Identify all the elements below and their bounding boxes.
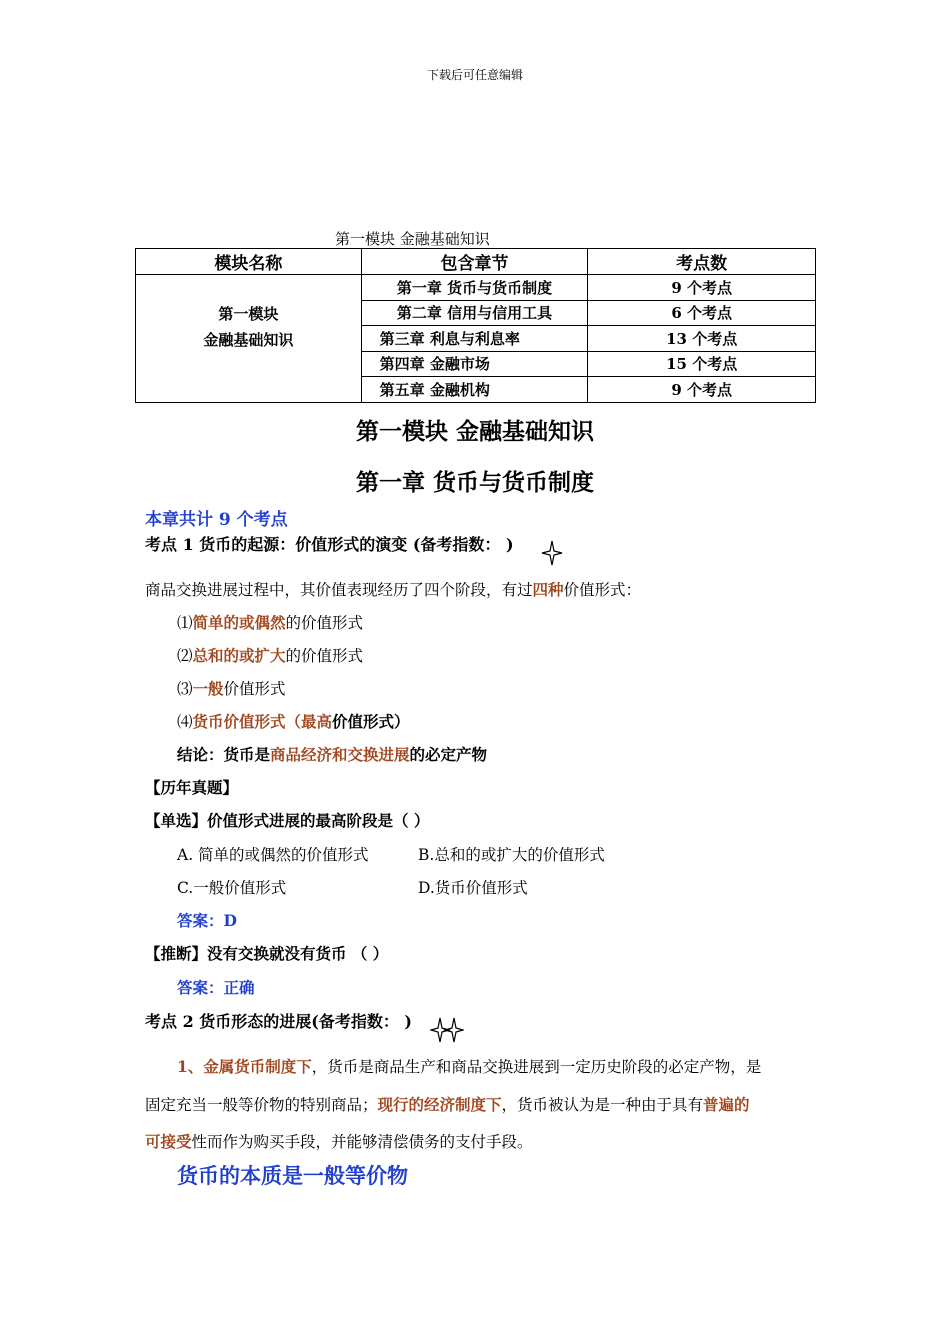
paragraph-text: 性而作为购买手段，并能够清偿债务的支付手段。 bbox=[191, 1133, 533, 1151]
chapter-cell: 第三章 利息与利息率 bbox=[361, 326, 588, 352]
item-number: ⑵ bbox=[177, 647, 193, 665]
option-b: B.总和的或扩大的价值形式 bbox=[418, 846, 605, 864]
header-module-name: 模块名称 bbox=[136, 249, 362, 275]
highlight-acceptable: 可接受 bbox=[145, 1132, 192, 1151]
conclusion-highlight: 商品经济和交换进展 bbox=[270, 745, 410, 764]
highlight-metal-currency: 1、金属货币制度下 bbox=[177, 1057, 312, 1076]
points-cell: 6 个考点 bbox=[588, 300, 816, 326]
highlight-universal: 普遍的 bbox=[703, 1095, 750, 1114]
question-single-choice: 【单选】价值形式进展的最高阶段是（ ） bbox=[145, 811, 430, 830]
module-name-cell bbox=[136, 275, 362, 403]
option-a: A. 简单的或偶然的价值形式 bbox=[177, 846, 369, 864]
currency-essence: 货币的本质是一般等价物 bbox=[177, 1163, 408, 1188]
item-text: 价值形式） bbox=[332, 712, 410, 731]
list-item bbox=[177, 677, 286, 699]
exam-heading: 【历年真题】 bbox=[145, 778, 239, 797]
module-name-line1: 第一模块 bbox=[218, 305, 279, 324]
four-point-star-icon bbox=[541, 540, 563, 566]
item-highlight: 简单的或偶然 bbox=[192, 613, 286, 632]
paragraph-text: ，货币是商品生产和商品交换进展到一定历史阶段的必定产物，是 bbox=[311, 1058, 762, 1076]
intro-text-end: 价值形式： bbox=[563, 581, 642, 599]
conclusion bbox=[177, 743, 487, 765]
item-number: ⑶ bbox=[177, 680, 193, 698]
list-item bbox=[177, 710, 410, 732]
list-item bbox=[177, 611, 363, 633]
option-c: C.一般价值形式 bbox=[177, 879, 287, 897]
table-header-row bbox=[136, 249, 816, 275]
point2-heading: 考点 2 货币形态的进展(备考指数： ) bbox=[145, 1012, 412, 1031]
module-table bbox=[135, 248, 816, 403]
point1-heading: 考点 1 货币的起源：价值形式的演变 (备考指数： ) bbox=[145, 535, 514, 554]
conclusion-text-end: 的必定产物 bbox=[409, 745, 488, 764]
list-item bbox=[177, 644, 363, 666]
points-cell: 9 个考点 bbox=[588, 377, 816, 403]
header-note: 下载后可任意编辑 bbox=[426, 68, 523, 82]
table-row bbox=[136, 275, 816, 301]
answer-1: 答案：D bbox=[177, 911, 237, 930]
paragraph-line bbox=[145, 1130, 533, 1152]
header-chapters: 包含章节 bbox=[361, 249, 588, 275]
item-text: 的价值形式 bbox=[285, 647, 364, 665]
conclusion-text: 结论：货币是 bbox=[177, 745, 271, 764]
chapter-cell: 第二章 信用与信用工具 bbox=[361, 300, 588, 326]
header-point-count: 考点数 bbox=[588, 249, 816, 275]
point1-intro bbox=[145, 578, 641, 600]
highlight-current-system: 现行的经济制度下 bbox=[377, 1095, 502, 1114]
module-name-line2: 金融基础知识 bbox=[203, 331, 294, 350]
intro-text: 商品交换进展过程中，其价值表现经历了四个阶段，有过 bbox=[145, 581, 533, 599]
item-text: 的价值形式 bbox=[285, 614, 364, 632]
item-highlight: 总和的或扩大 bbox=[192, 646, 286, 665]
item-highlight: 货币价值形式（ bbox=[192, 712, 302, 731]
item-text: 价值形式 bbox=[223, 680, 286, 698]
answer-2: 答案：正确 bbox=[177, 978, 255, 997]
chapter-title: 第一章 货币与货币制度 bbox=[355, 469, 594, 496]
item-number: ⑴ bbox=[177, 614, 193, 632]
chapter-summary: 本章共计 9 个考点 bbox=[145, 510, 288, 530]
option-d: D.货币价值形式 bbox=[418, 879, 528, 897]
intro-highlight: 四种 bbox=[532, 580, 564, 599]
four-point-star-icon bbox=[430, 1016, 464, 1044]
chapter-cell: 第四章 金融市场 bbox=[361, 351, 588, 377]
question-judgement: 【推断】没有交换就没有货币 （ ） bbox=[145, 944, 389, 963]
item-highlight: 最高 bbox=[301, 712, 333, 731]
paragraph-text: ，货币被认为是一种由于具有 bbox=[501, 1096, 704, 1114]
points-cell: 15 个考点 bbox=[588, 351, 816, 377]
points-cell: 13 个考点 bbox=[588, 326, 816, 352]
paragraph-line bbox=[145, 1093, 750, 1115]
module-title: 第一模块 金融基础知识 bbox=[355, 418, 594, 445]
chapter-cell: 第一章 货币与货币制度 bbox=[361, 275, 588, 301]
item-highlight: 一般 bbox=[192, 679, 224, 698]
paragraph-text: 固定充当一般等价物的特别商品； bbox=[145, 1096, 378, 1114]
chapter-cell: 第五章 金融机构 bbox=[361, 377, 588, 403]
item-number: ⑷ bbox=[177, 713, 193, 731]
paragraph-line bbox=[177, 1055, 761, 1077]
table-caption: 第一模块 金融基础知识 bbox=[335, 230, 490, 248]
points-cell: 9 个考点 bbox=[588, 275, 816, 301]
